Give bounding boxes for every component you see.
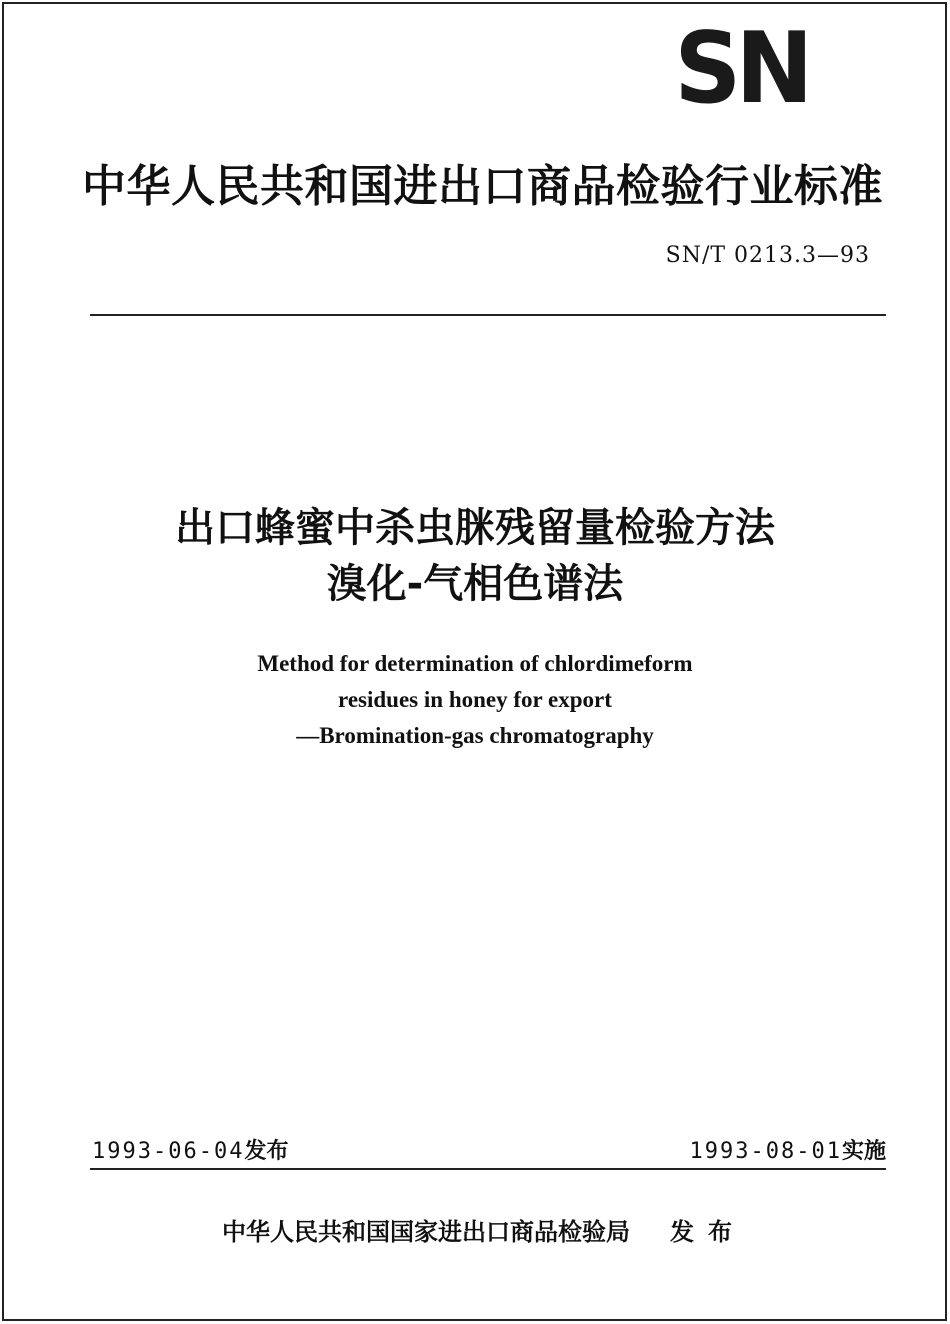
issue-label: 发布 <box>244 1139 289 1164</box>
organization-title: 中华人民共和国进出口商品检验行业标准 <box>82 161 883 212</box>
english-title-line-3: —Bromination-gas chromatography <box>296 723 654 748</box>
english-title <box>0 646 950 754</box>
standard-code: SN/T 0213.3—93 <box>665 243 870 268</box>
issuer-line <box>222 1212 746 1247</box>
sn-logo: SN <box>674 12 808 126</box>
english-title-line-1: Method for determination of chlordimeform <box>257 651 693 676</box>
chinese-title-line-2: 溴化-气相色谱法 <box>326 561 624 607</box>
footer-divider <box>90 1168 886 1170</box>
effective-date-block <box>690 1134 886 1165</box>
issue-date: 1993-06-04 <box>92 1139 245 1164</box>
issue-date-block <box>92 1134 288 1165</box>
effective-label: 实施 <box>841 1139 886 1164</box>
header-divider <box>90 314 886 316</box>
english-title-line-2: residues in honey for export <box>338 687 612 712</box>
publish-label: 发布 <box>670 1218 746 1246</box>
chinese-title-line-1: 出口蜂蜜中杀虫脒残留量检验方法 <box>175 505 775 551</box>
effective-date: 1993-08-01 <box>689 1139 842 1164</box>
issuer-name: 中华人民共和国国家进出口商品检验局 <box>222 1218 630 1246</box>
chinese-title <box>0 500 950 612</box>
